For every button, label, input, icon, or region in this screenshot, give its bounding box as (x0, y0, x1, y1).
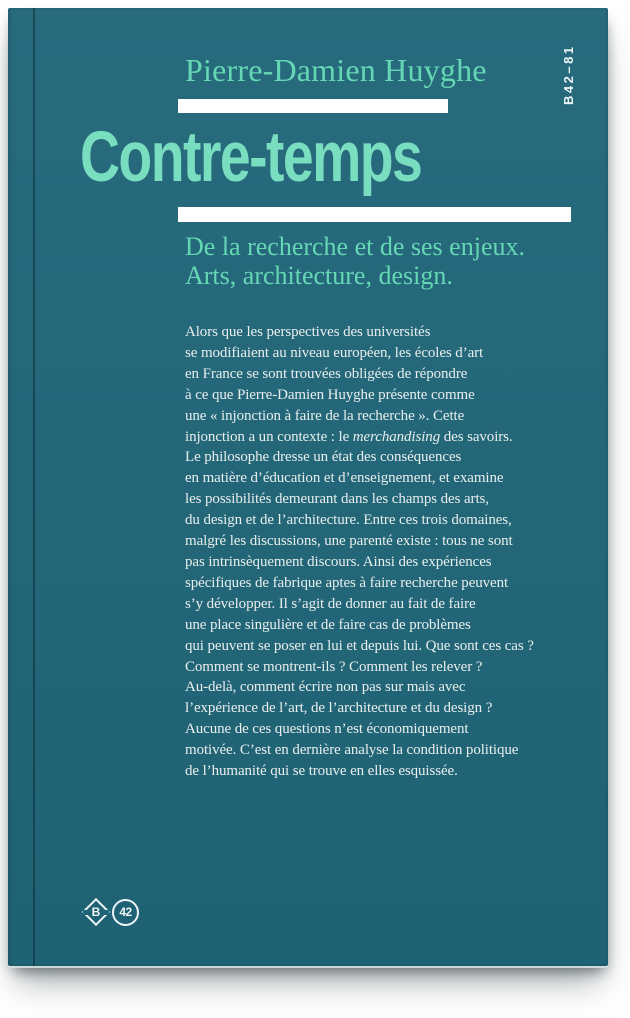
blurb-line: l’expérience de l’art, de l’architecture et du design ? (185, 700, 493, 717)
blurb-line: injonction a un contexte : le merchandising des savoirs. (185, 428, 513, 445)
blurb-line: motivée. C’est en dernière analyse la condition politique (185, 742, 519, 759)
book-subtitle (185, 232, 525, 290)
blurb-line: du design et de l’architecture. Entre ces trois domaines, (185, 512, 512, 529)
publisher-letter: B (91, 905, 101, 919)
blurb-line: Aucune de ces questions n’est économiquement (185, 721, 469, 738)
book-cover (8, 8, 608, 966)
blurb-line: pas intrinsèquement discours. Ainsi des expériences (185, 553, 492, 570)
blurb-line: à ce que Pierre-Damien Huyghe présente comme (185, 386, 475, 403)
blurb-line: Le philosophe dresse un état des conséquences (185, 449, 462, 466)
series-code: B42–81 (561, 44, 576, 105)
blurb-line: s’y développer. Il s’agit de donner au fait de faire (185, 595, 476, 612)
publisher-diamond-icon (82, 898, 110, 926)
publisher-logo (82, 898, 139, 926)
book-title: Contre-temps (80, 118, 422, 197)
blurb-line: une place singulière et de faire cas de problèmes (185, 616, 471, 633)
blurb-line: de l’humanité qui se trouve en elles esquissée. (185, 763, 458, 780)
blurb-line: malgré les discussions, une parenté existe : tous ne sont (185, 533, 513, 550)
blurb-line: spécifiques de fabrique aptes à faire recherche peuvent (185, 574, 509, 591)
blurb-line: qui peuvent se poser en lui et depuis lui. Que sont ces cas ? (185, 637, 534, 654)
author-name: Pierre-Damien Huyghe (185, 52, 487, 88)
publisher-circle-icon (112, 899, 139, 926)
subtitle-line-2: Arts, architecture, design. (185, 261, 453, 290)
subtitle-line-1: De la recherche et de ses enjeux. (185, 232, 525, 261)
blurb-line: se modifiaient au niveau européen, les écoles d’art (185, 344, 484, 361)
blurb-line: en matière d’éducation et d’enseignement, et examine (185, 470, 504, 487)
blurb-line: Alors que les perspectives des universités (185, 324, 431, 340)
blurb-line: en France se sont trouvées obligées de répondre (185, 365, 468, 382)
blurb-line: les possibilités demeurant dans les champs des arts, (185, 491, 489, 508)
spine-crease (33, 8, 35, 966)
blurb-line: une « injonction à faire de la recherche ». Cette (185, 407, 465, 424)
divider-bar-top (178, 99, 448, 113)
divider-bar-bottom (178, 207, 571, 222)
blurb-line: Comment se montrent-ils ? Comment les relever ? (185, 658, 483, 675)
blurb (185, 322, 534, 782)
publisher-number: 42 (119, 905, 132, 919)
blurb-line: Au-delà, comment écrire non pas sur mais avec (185, 679, 466, 696)
